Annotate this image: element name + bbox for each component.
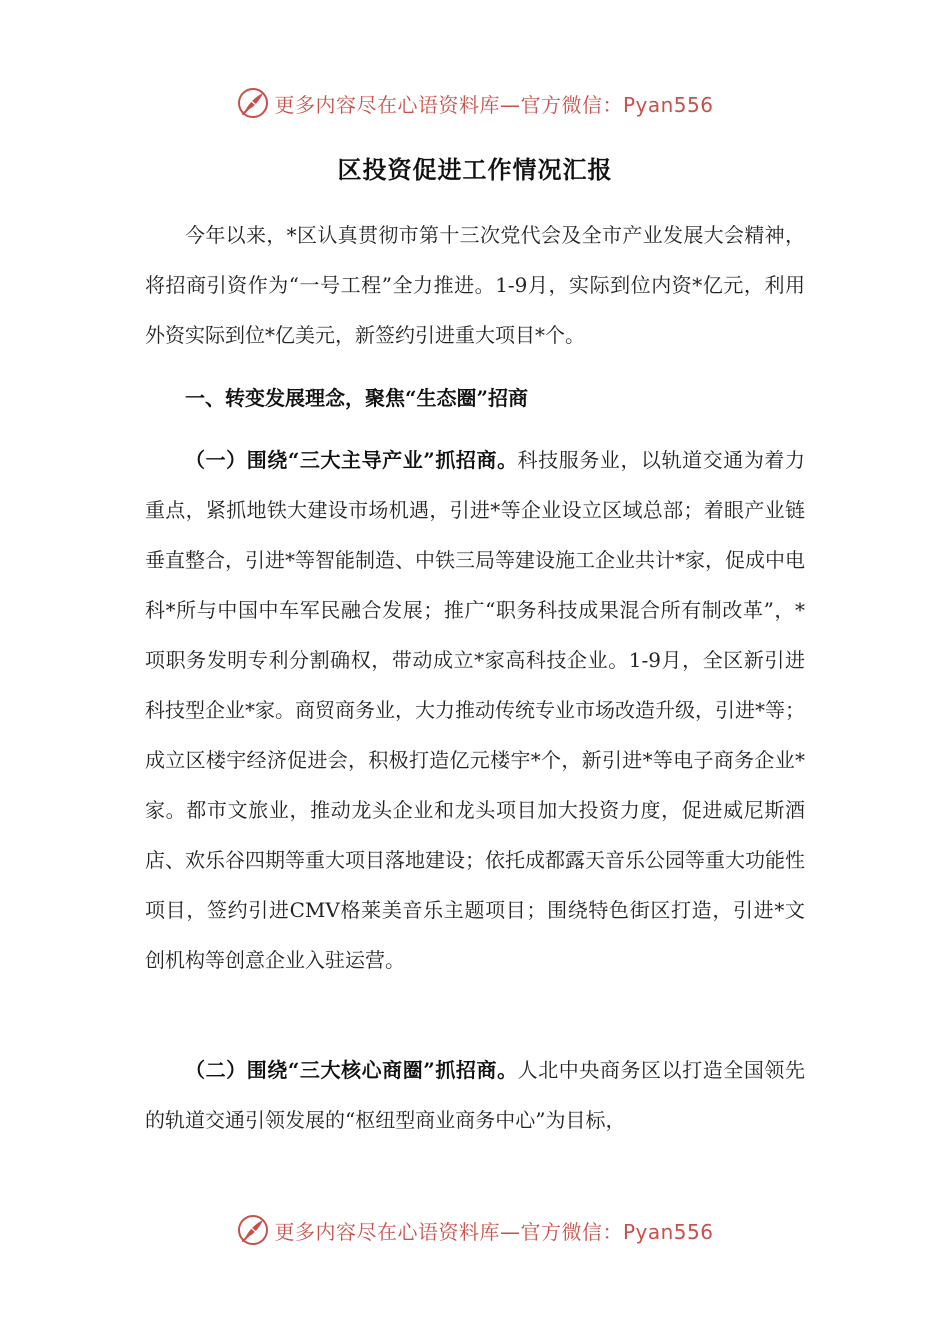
subsection-1-paragraph [145, 435, 805, 985]
subsection-2-paragraph [145, 1045, 805, 1145]
section-heading-block [145, 373, 805, 423]
header-watermark-text: 更多内容尽在心语资料库—官方微信：Pyan556 [274, 92, 714, 117]
footer-watermark-banner [0, 1210, 950, 1250]
subsection-2-lead: （二）围绕“三大核心商圈”抓招商。 [185, 1058, 518, 1082]
subsection-2-text: 人北中央商务区以打造全国领先的轨道交通引领发展的“枢纽型商业商务中心”为目标， [145, 1058, 806, 1132]
intro-text: 今年以来，*区认真贯彻市第十三次党代会及全市产业发展大会精神，将招商引资作为“一号工程”全力推进。1-9月，实际到位内资*亿元，利用外资实际到位*亿美元，新签约引进重大项目*个。 [145, 223, 805, 347]
header-watermark-banner [0, 83, 950, 123]
subsection-1-lead: （一）围绕“三大主导产业”抓招商。 [185, 448, 518, 472]
footer-watermark-text: 更多内容尽在心语资料库—官方微信：Pyan556 [274, 1219, 714, 1244]
subsection-1-body [145, 435, 805, 985]
document-title: 区投资促进工作情况汇报 [337, 155, 613, 184]
quill-pen-logo-icon [236, 1213, 270, 1247]
quill-pen-logo-icon [236, 86, 270, 120]
subsection-2-body [145, 1045, 805, 1145]
section-1-heading: 一、转变发展理念，聚焦“生态圈”招商 [185, 386, 529, 410]
subsection-1-text: 科技服务业，以轨道交通为着力重点，紧抓地铁大建设市场机遇，引进*等企业设立区域总部；着眼产业链垂直整合，引进*等智能制造、中铁三局等建设施工企业共计*家，促成中电科*所与中国中车军民融合发展；推广“职务科技成果混合所有制改革”，*项职务发明专利分割确权，带动成立*家高科技企业。1-9月，全区新引进科技型企业*家。商贸商务业，大力推动传统专业市场改造升级，引进*等；成立区楼宇经济促进会，积极打造亿元楼宇*个，新引进*等电子商务企业*家。都市文旅业，推动龙头企业和龙头项目加大投资力度，促进威尼斯酒店、欢乐谷四期等重大项目落地建设；依托成都露天音乐公园等重大功能性项目，签约引进CMV格莱美音乐主题项目；围绕特色街区打造，引进*文创机构等创意企业入驻运营。 [145, 448, 806, 972]
intro-paragraph [145, 210, 805, 360]
